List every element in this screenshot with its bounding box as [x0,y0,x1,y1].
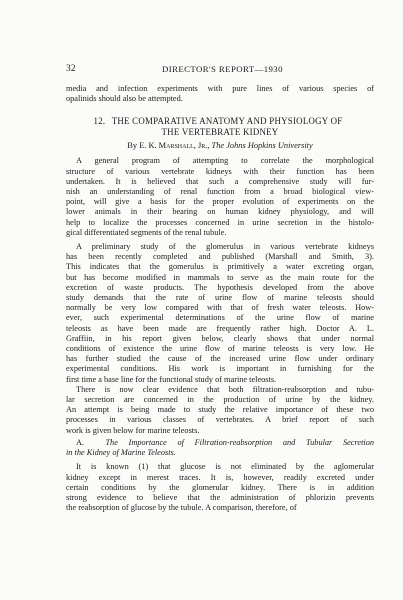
text-line: certain conditions by the glomerular kidney. There is in addition [66,482,374,492]
text-line: teleosts as have been made are frequently rather high. Doctor A. L. [66,323,374,333]
paragraph-4 [66,462,374,513]
text-line: has been recently completed and published (Marshall and Smith, 3). [66,252,374,262]
section-heading [66,116,374,138]
byline-separator: , [207,141,212,151]
running-head [66,64,374,78]
subsection-heading [66,438,374,458]
document-page [66,64,374,513]
text-line: processes in various classes of vertebrates. A brief report of such [66,415,374,425]
subsection-title-part-1: The Importance of Filtration-reabsorption and Tubular Secretion [105,437,374,447]
text-line: point, will give a basis for the proper evolution of experiments on the [66,197,374,207]
text-line: help to localize the processes concerned in urine secretion in the histolo- [66,217,374,227]
paragraph-2 [66,242,374,385]
text-line: work is given below for marine teleosts. [66,425,200,435]
text-line: It is known (1) that glucose is not eliminated by the aglomerular [76,462,374,472]
section-number: 12. [93,116,106,127]
text-line: ever, such experimental determinations of the urine flow of marine [66,313,374,323]
subsection-title-line-1 [66,438,374,448]
running-title: DIRECTOR'S REPORT—1930 [162,64,283,74]
text-line: There is now clear evidence that both filtration-reabsorption and tubu- [76,384,374,394]
text-line: kidney except in merest traces. It is, however, readily excreted under [66,472,374,482]
text-line: gical differentiated segments of the renal tubule. [66,227,227,237]
text-line: An attempt is being made to study the relative importance of these two [66,405,374,415]
author-name: E. K. Marshall, Jr. [139,141,208,151]
subsection-label: A. [76,437,85,447]
paragraph-1 [66,156,374,238]
subsection-title-part-2: in the Kidney of Marine Teleosts. [66,448,176,458]
paragraph-3 [66,385,374,436]
section-title-part-1: THE COMPARATIVE ANATOMY AND PHYSIOLOGY OF [111,116,343,127]
text-line: undertaken. It is believed that such a comprehensive study will fur- [66,176,374,186]
byline-prefix: By [127,141,140,151]
text-line: normally be very low compared with that of fresh water teleosts. How- [66,303,374,313]
text-line: structure of various vertebrate kidneys with their function has been [66,166,374,176]
page-number: 32 [66,64,76,74]
text-line: A preliminary study of the glomerulus in various vertebrate kidneys [76,242,374,252]
text-line: experimental conditions. His work is important in furnishing for the [66,364,374,374]
text-line: but has become modified in mammals to serve as the main route for the [66,272,374,282]
section-title-line-1 [66,116,374,127]
text-line: media and infection experiments with pure lines of various species of [66,84,374,93]
text-line: strong evidence to believe that the administration of phlorizin prevents [66,492,374,502]
text-line: lar secretion are concerned in the production of urine by the kidney. [66,395,374,405]
text-line: A general program of attempting to correlate the morphological [76,156,374,166]
text-line: Graffiin, in his report given below, clearly shows that under normal [66,333,374,343]
byline [66,141,374,150]
author-affiliation: The Johns Hopkins University [211,141,313,151]
text-line: has further studied the cause of the increased urine flow under ordinary [66,354,374,364]
subsection-title-line-2 [66,448,374,458]
continuation-paragraph [66,84,374,104]
text-line: opalinids should also be attempted. [66,94,183,104]
text-line: excretion of waste products. The hypothesis developed from the above [66,282,374,292]
text-line: lower animals in their bearing on human kidney physiology, and will [66,207,374,217]
text-line: conditions of existence the urine flow of marine teleosts is very low. He [66,344,374,354]
text-line: the reabsorption of glucose by the tubule. A comparison, therefore, of [66,503,297,513]
text-line: This indicates that the gomerulus is primitively a water excreting organ, [66,262,374,272]
text-line: nish an understanding of renal function from a broad biological view- [66,187,374,197]
section-title-line-2: THE VERTEBRATE KIDNEY [161,127,279,138]
text-line: study demands that the rate of urine flow of marine teleosts should [66,293,374,303]
text-line: first time a base line for the functional study of marine teleosts. [66,374,277,384]
